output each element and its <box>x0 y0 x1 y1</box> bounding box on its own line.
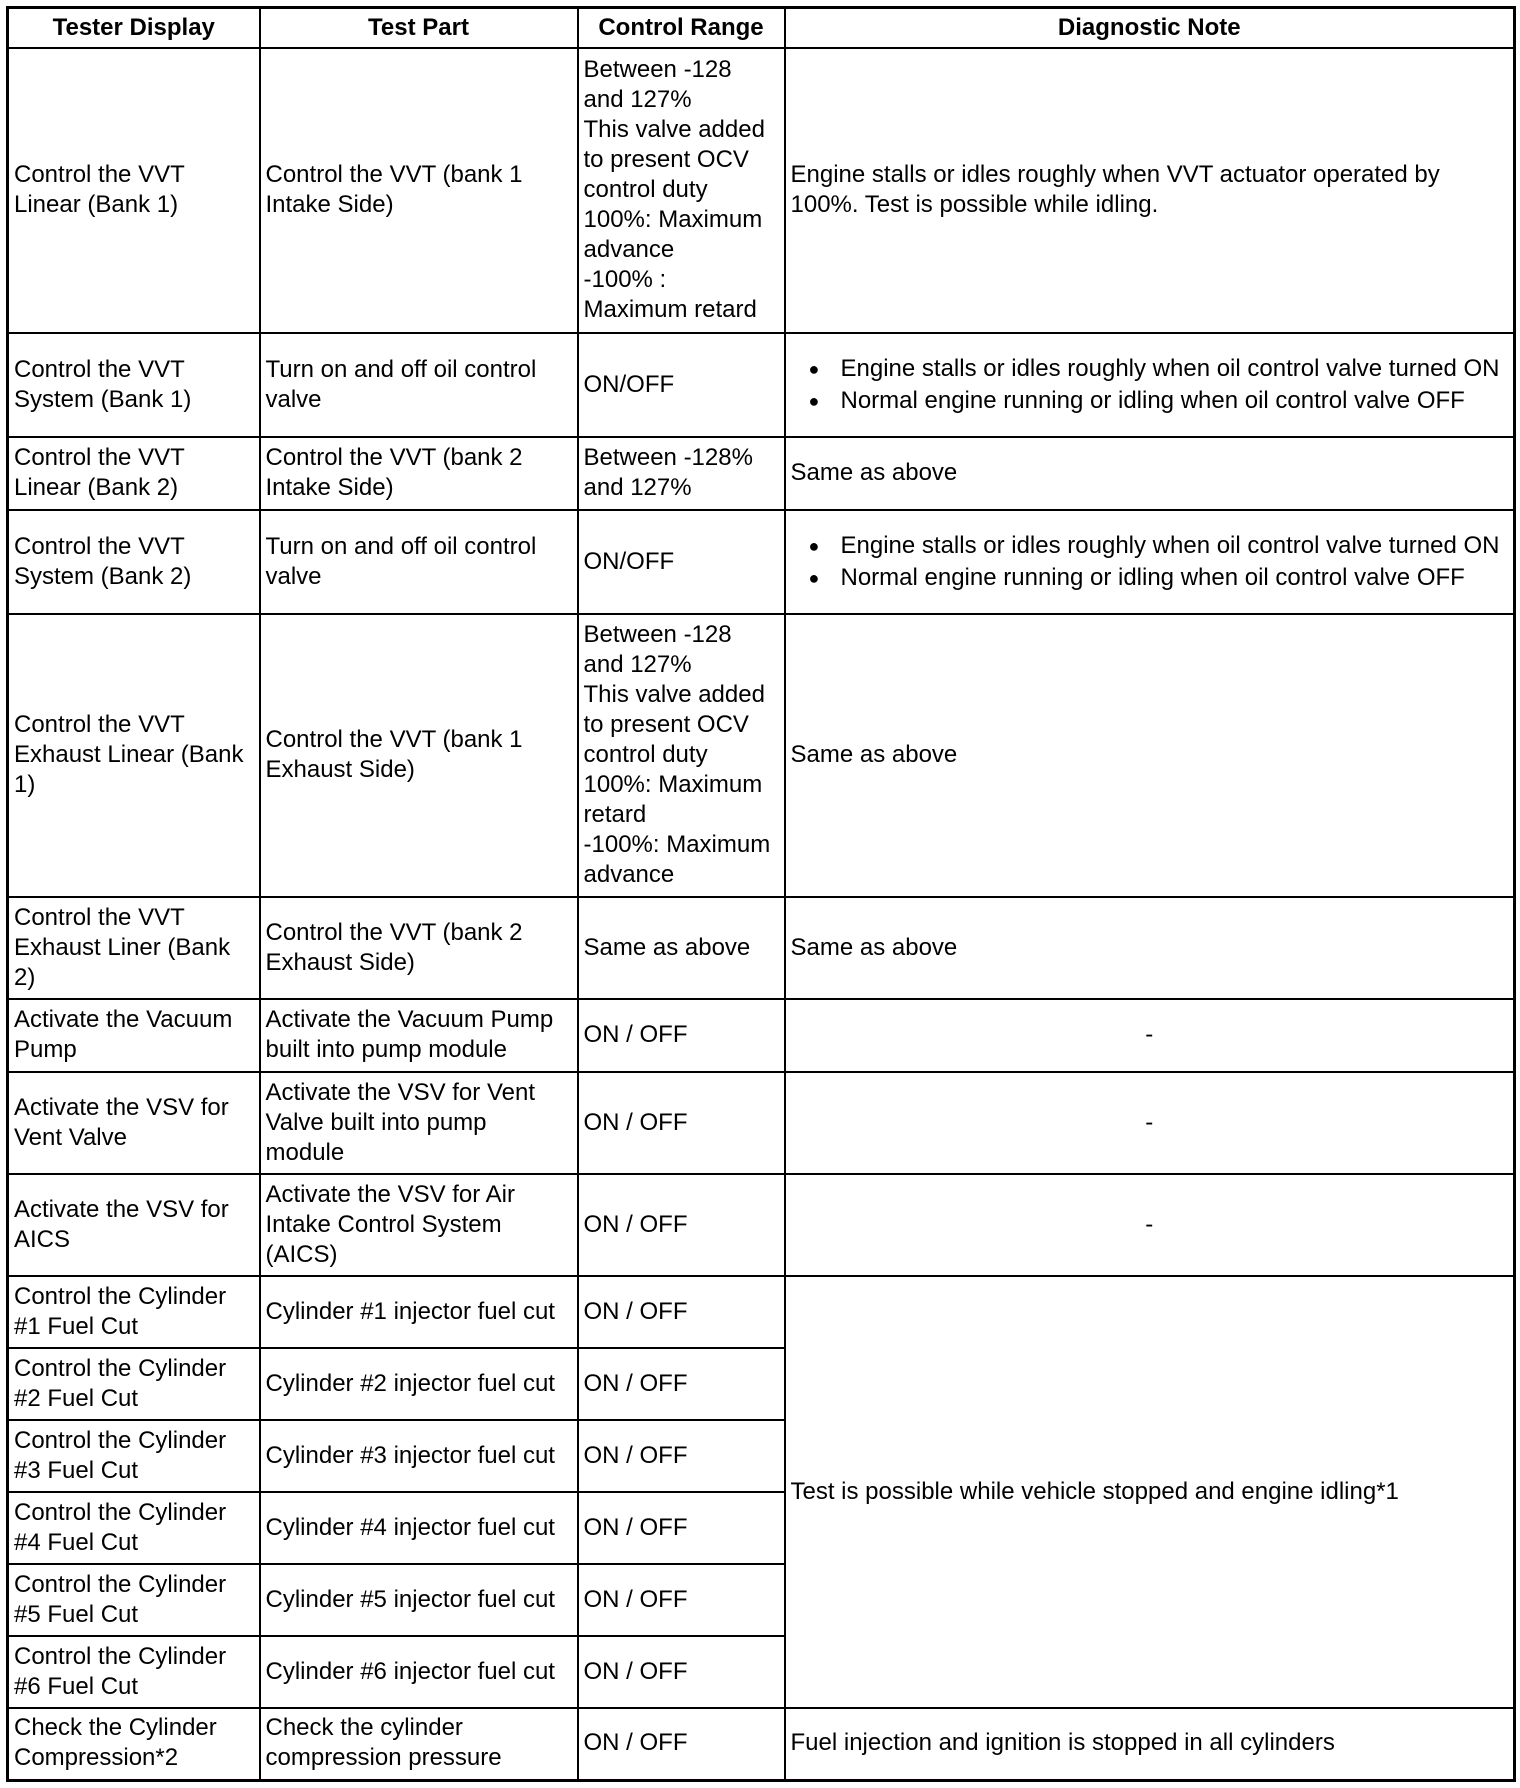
diagnostic-bullet-list <box>791 531 1509 593</box>
test-part-cell: Turn on and off oil control valve <box>260 333 578 437</box>
test-part-cell: Turn on and off oil control valve <box>260 510 578 614</box>
bullet-item: ● Normal engine running or idling when oil control valve OFF <box>791 563 1509 593</box>
diagnostic-note-cell: - <box>785 999 1515 1072</box>
tester-display-cell: Control the Cylinder #6 Fuel Cut <box>8 1636 260 1708</box>
control-range-cell: Between -128 and 127% This valve added to present OCV control duty 100%: Maximum retard -100%: Maximum advance <box>578 614 785 897</box>
diagnostic-note-cell: Same as above <box>785 437 1515 510</box>
test-part-cell: Cylinder #5 injector fuel cut <box>260 1564 578 1636</box>
control-range-cell: ON / OFF <box>578 1708 785 1780</box>
active-test-table <box>6 6 1516 1782</box>
table-row <box>8 1276 1515 1348</box>
control-range-cell: ON / OFF <box>578 1564 785 1636</box>
diagnostic-note-cell: Fuel injection and ignition is stopped in all cylinders <box>785 1708 1515 1780</box>
header-test-part: Test Part <box>260 8 578 49</box>
bullet-item: ● Engine stalls or idles roughly when oil control valve turned ON <box>791 531 1509 561</box>
control-range-cell: Between -128 and 127% This valve added to present OCV control duty 100%: Maximum advance -100% : Maximum retard <box>578 48 785 333</box>
active-test-table-container <box>6 6 1513 1780</box>
tester-display-cell: Control the Cylinder #4 Fuel Cut <box>8 1492 260 1564</box>
table-row <box>8 1708 1515 1780</box>
control-range-cell: ON / OFF <box>578 1420 785 1492</box>
table-row <box>8 1072 1515 1174</box>
control-range-cell: Between -128% and 127% <box>578 437 785 510</box>
tester-display-cell: Activate the Vacuum Pump <box>8 999 260 1072</box>
header-diagnostic-note: Diagnostic Note <box>785 8 1515 49</box>
diagnostic-bullet-list <box>791 354 1509 416</box>
table-row <box>8 437 1515 510</box>
table-row <box>8 1174 1515 1276</box>
bullet-item: ● Engine stalls or idles roughly when oil control valve turned ON <box>791 354 1509 384</box>
tester-display-cell: Control the VVT Exhaust Liner (Bank 2) <box>8 897 260 999</box>
header-control-range: Control Range <box>578 8 785 49</box>
test-part-cell: Control the VVT (bank 2 Intake Side) <box>260 437 578 510</box>
test-part-cell: Cylinder #6 injector fuel cut <box>260 1636 578 1708</box>
test-part-cell: Cylinder #1 injector fuel cut <box>260 1276 578 1348</box>
diagnostic-note-cell: - <box>785 1174 1515 1276</box>
control-range-cell: ON / OFF <box>578 999 785 1072</box>
diagnostic-note-cell <box>785 510 1515 614</box>
test-part-cell: Cylinder #2 injector fuel cut <box>260 1348 578 1420</box>
test-part-cell: Control the VVT (bank 1 Intake Side) <box>260 48 578 333</box>
test-part-cell: Activate the VSV for Air Intake Control System (AICS) <box>260 1174 578 1276</box>
tester-display-cell: Control the VVT System (Bank 2) <box>8 510 260 614</box>
diagnostic-note-cell: Same as above <box>785 614 1515 897</box>
tester-display-cell: Control the VVT Exhaust Linear (Bank 1) <box>8 614 260 897</box>
test-part-cell: Activate the Vacuum Pump built into pump module <box>260 999 578 1072</box>
test-part-cell: Cylinder #4 injector fuel cut <box>260 1492 578 1564</box>
diagnostic-note-cell: Engine stalls or idles roughly when VVT actuator operated by 100%. Test is possible while idling. <box>785 48 1515 333</box>
tester-display-cell: Control the VVT Linear (Bank 1) <box>8 48 260 333</box>
control-range-cell: ON / OFF <box>578 1636 785 1708</box>
table-row <box>8 614 1515 897</box>
header-tester-display: Tester Display <box>8 8 260 49</box>
tester-display-cell: Control the VVT System (Bank 1) <box>8 333 260 437</box>
tester-display-cell: Control the VVT Linear (Bank 2) <box>8 437 260 510</box>
diagnostic-note-cell <box>785 333 1515 437</box>
table-row <box>8 333 1515 437</box>
test-part-cell: Control the VVT (bank 2 Exhaust Side) <box>260 897 578 999</box>
tester-display-cell: Control the Cylinder #5 Fuel Cut <box>8 1564 260 1636</box>
table-row <box>8 48 1515 333</box>
tester-display-cell: Activate the VSV for AICS <box>8 1174 260 1276</box>
diagnostic-note-cell: - <box>785 1072 1515 1174</box>
test-part-cell: Activate the VSV for Vent Valve built into pump module <box>260 1072 578 1174</box>
control-range-cell: ON/OFF <box>578 333 785 437</box>
control-range-cell: Same as above <box>578 897 785 999</box>
control-range-cell: ON/OFF <box>578 510 785 614</box>
test-part-cell: Cylinder #3 injector fuel cut <box>260 1420 578 1492</box>
table-row <box>8 510 1515 614</box>
table-row <box>8 999 1515 1072</box>
tester-display-cell: Control the Cylinder #1 Fuel Cut <box>8 1276 260 1348</box>
control-range-cell: ON / OFF <box>578 1276 785 1348</box>
diagnostic-note-cell: Same as above <box>785 897 1515 999</box>
test-part-cell: Control the VVT (bank 1 Exhaust Side) <box>260 614 578 897</box>
bullet-item: ● Normal engine running or idling when oil control valve OFF <box>791 386 1509 416</box>
header-row <box>8 8 1515 49</box>
tester-display-cell: Control the Cylinder #3 Fuel Cut <box>8 1420 260 1492</box>
tester-display-cell: Control the Cylinder #2 Fuel Cut <box>8 1348 260 1420</box>
tester-display-cell: Activate the VSV for Vent Valve <box>8 1072 260 1174</box>
table-row <box>8 897 1515 999</box>
control-range-cell: ON / OFF <box>578 1072 785 1174</box>
fuel-cut-note-cell: Test is possible while vehicle stopped and engine idling*1 <box>785 1276 1515 1708</box>
control-range-cell: ON / OFF <box>578 1492 785 1564</box>
tester-display-cell: Check the Cylinder Compression*2 <box>8 1708 260 1780</box>
control-range-cell: ON / OFF <box>578 1348 785 1420</box>
test-part-cell: Check the cylinder compression pressure <box>260 1708 578 1780</box>
control-range-cell: ON / OFF <box>578 1174 785 1276</box>
